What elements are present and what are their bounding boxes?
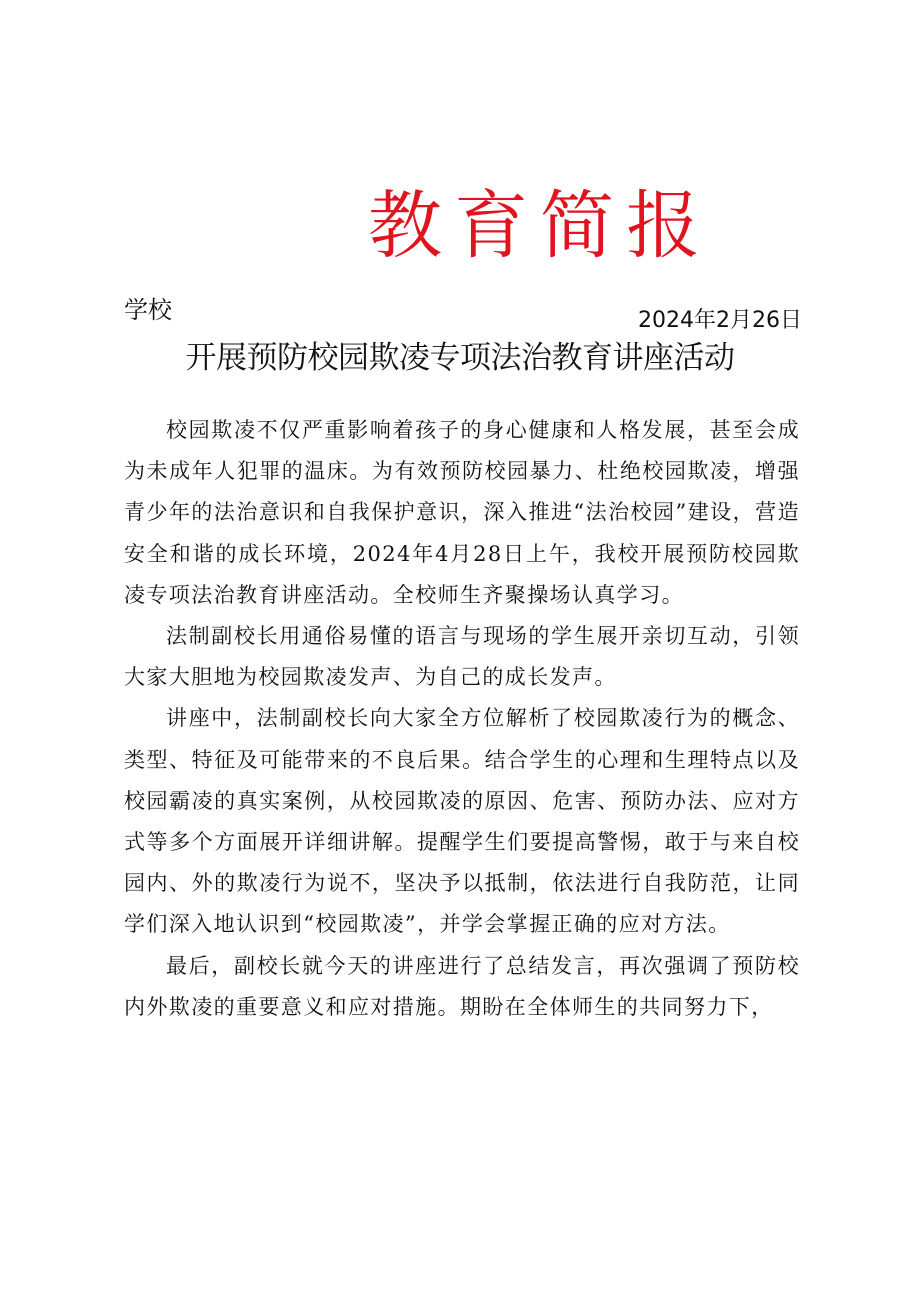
masthead-title: 教育简报 [368, 183, 712, 269]
issue-date: 2024年2月26日 [638, 308, 802, 333]
paragraph-summary: 最后，副校长就今天的讲座进行了总结发言，再次强调了预防校内外欺凌的重要意义和应对措施。期盼在全体师生的共同努力下， [124, 953, 800, 1019]
paragraph-intro: 校园欺凌不仅严重影响着孩子的身心健康和人格发展，甚至会成为未成年人犯罪的温床。为有效预防校园暴力、杜绝校园欺凌，增强青少年的法治意识和自我保护意识，深入推进“法治校园”建设，营造安全和谐的成长环境，2024年4月28日上午，我校开展预防校园欺凌专项法治教育讲座活动。全校师生齐聚操场认真学习。 [124, 418, 800, 607]
school-label: 学校 [124, 296, 172, 324]
paragraph-lecture: 讲座中，法制副校长向大家全方位解析了校园欺凌行为的概念、类型、特征及可能带来的不良后果。结合学生的心理和生理特点以及校园霸凌的真实案例，从校园欺凌的原因、危害、预防办法、应对方式等多个方面展开详细讲解。提醒学生们要提高警惕，敢于与来自校园内、外的欺凌行为说不，坚决予以抵制，依法进行自我防范，让同学们深入地认识到“校园欺凌”，并学会掌握正确的应对方法。 [124, 706, 800, 937]
article-body [124, 410, 800, 1028]
article-headline: 开展预防校园欺凌专项法治教育讲座活动 [185, 340, 735, 376]
paragraph-interaction: 法制副校长用通俗易懂的语言与现场的学生展开亲切互动，引领大家大胆地为校园欺凌发声、为自己的成长发声。 [124, 624, 800, 690]
